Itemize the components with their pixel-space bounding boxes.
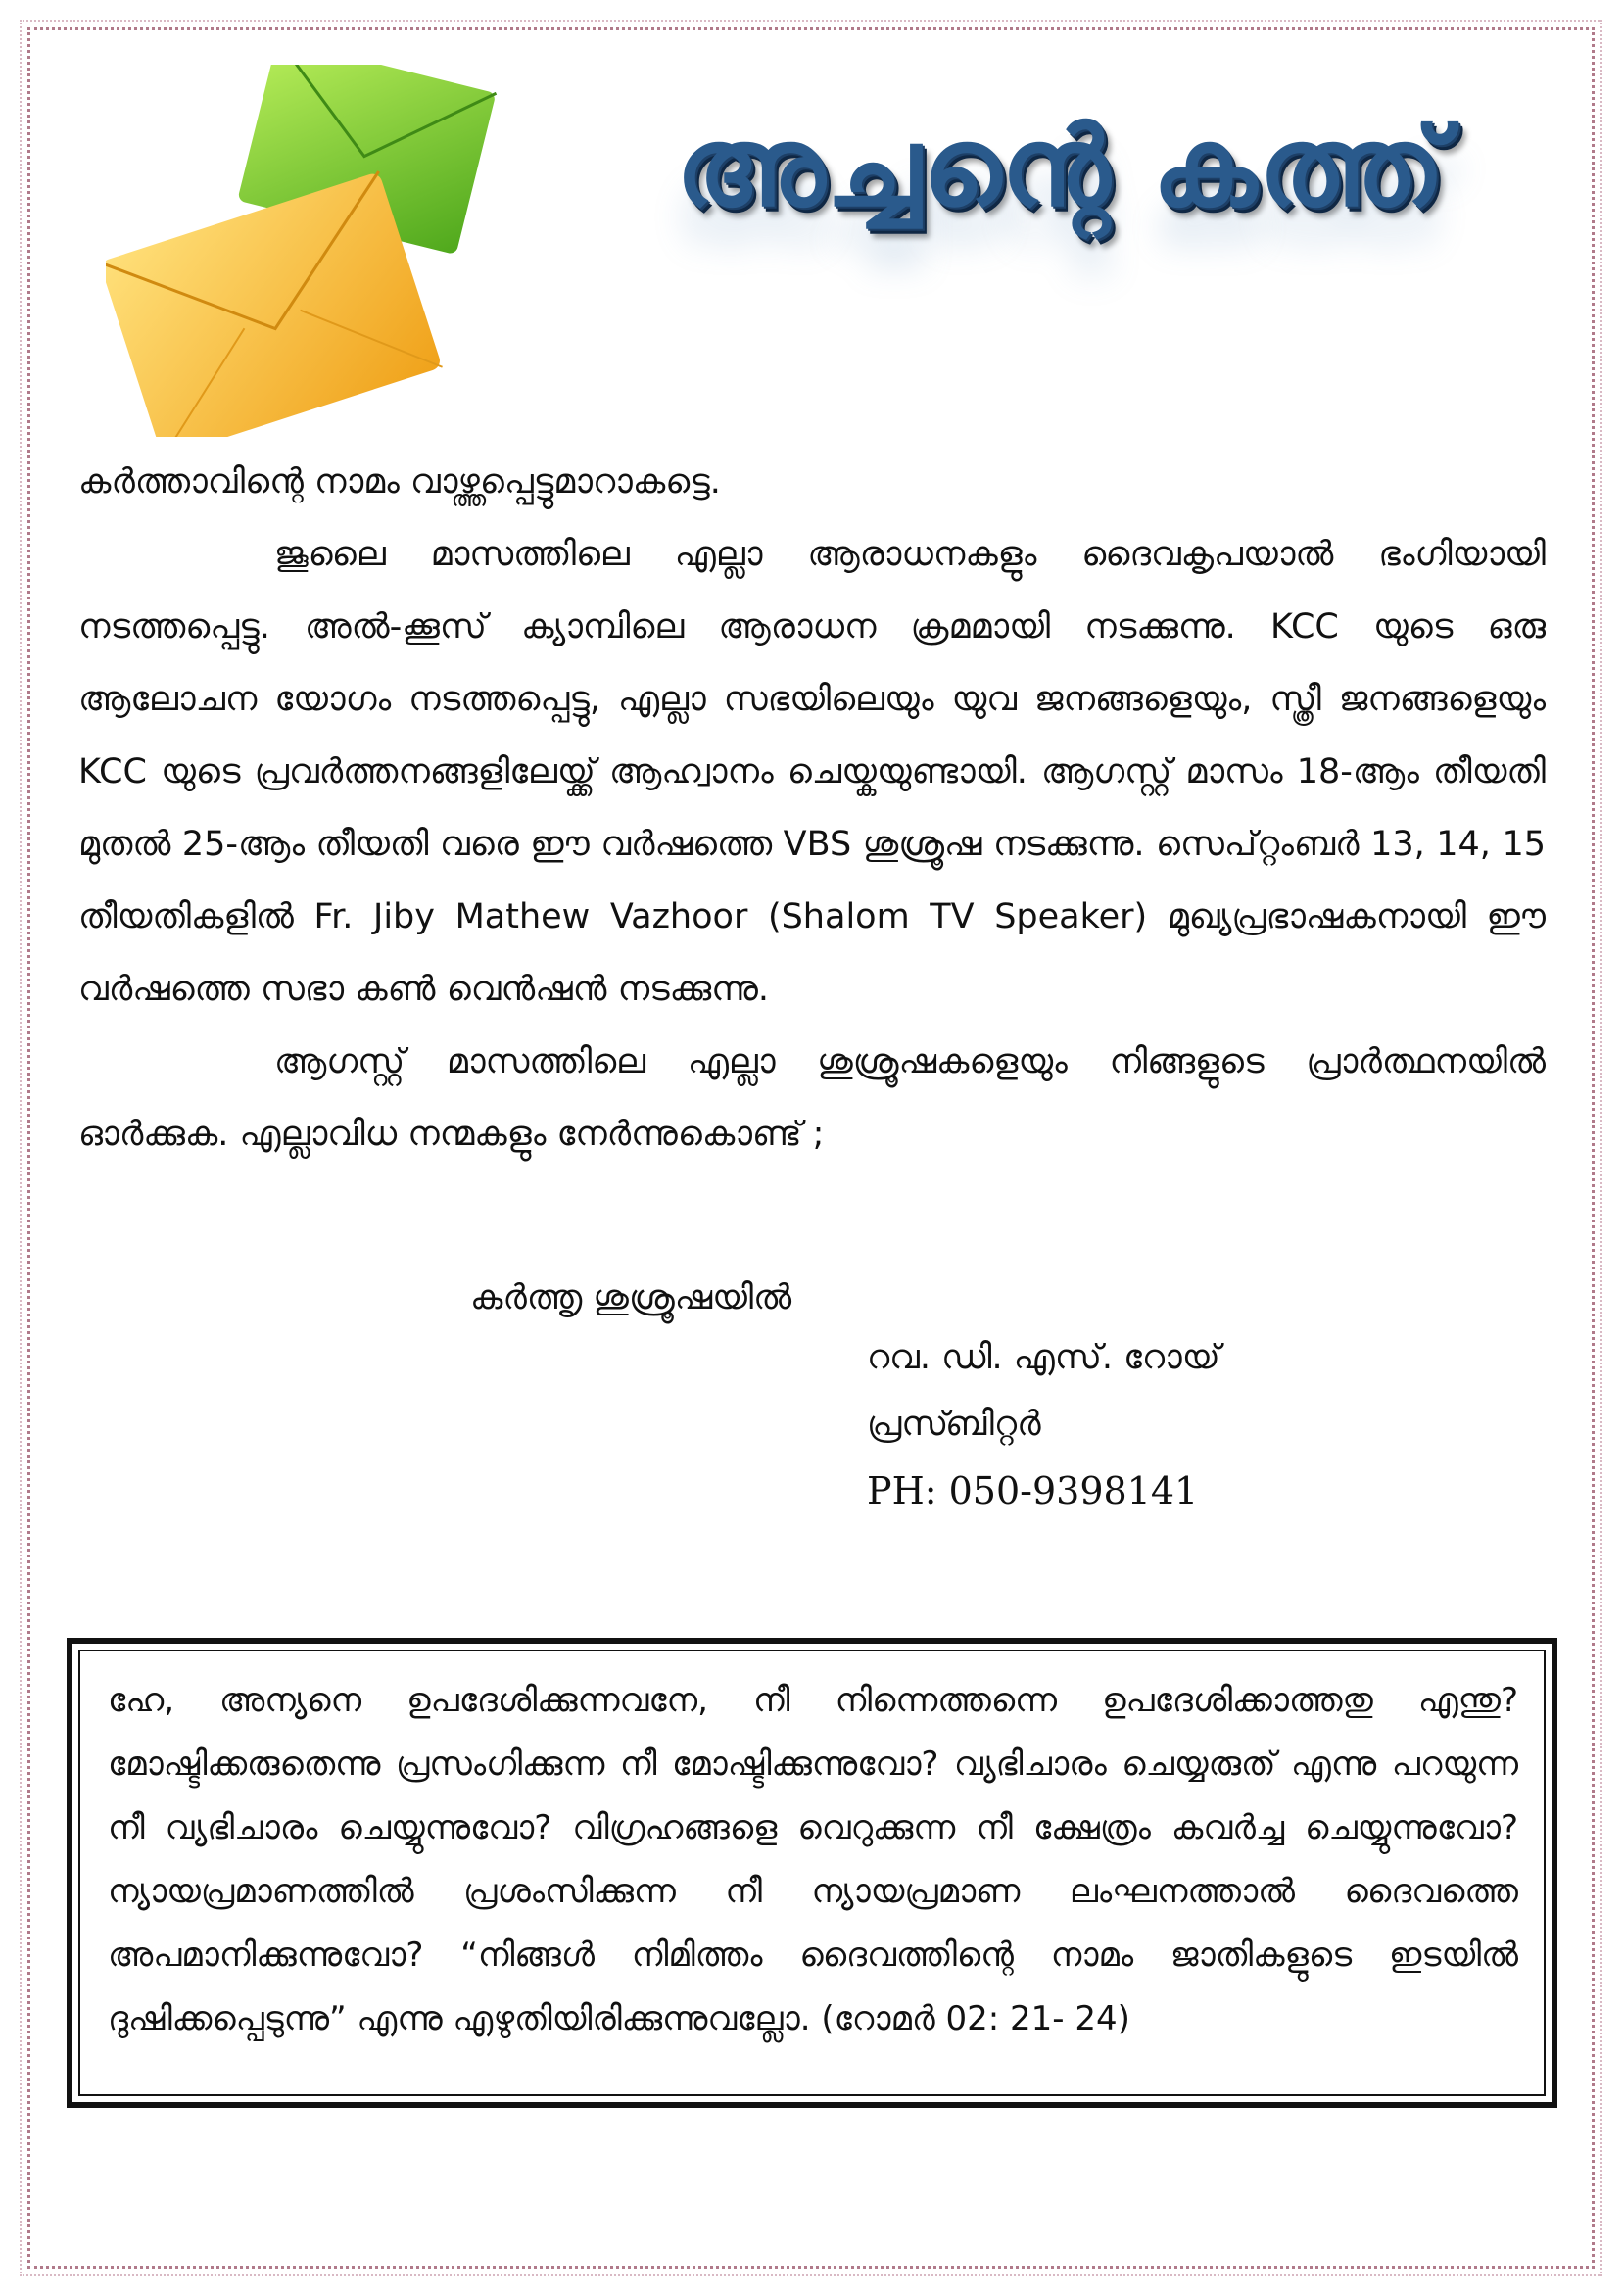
signer-title: പ്രസ്ബിറ്റർ xyxy=(867,1405,1041,1444)
verse-box xyxy=(67,1638,1557,2108)
letter-greeting: കർത്താവിന്റെ നാമം വാഴ്ത്തപ്പെട്ടുമാറാകട്ടെ. xyxy=(78,462,721,502)
page-title: അച്ചന്റെ കത്ത് xyxy=(676,104,1448,231)
letter-signoff: കർത്തൃ ശുശ്രൂഷയിൽ xyxy=(470,1278,792,1317)
verse-text: ഹേ, അന്യനെ ഉപദേശിക്കുന്നവനേ, നീ നിന്നെത്തന്നെ ഉപദേശിക്കാത്തതു എന്തു? മോഷ്ടിക്കരുതെന്നു പ്രസംഗിക്കുന്ന നീ മോഷ്ടിക്കുന്നുവോ? വ്യഭിചാരം ചെയ്യരുത് എന്നു പറയുന്ന നീ വ്യഭിചാരം ചെയ്യുന്നുവോ? വിഗ്രഹങ്ങളെ വെറുക്കുന്ന നീ ക്ഷേത്രം കവർച്ച ചെയ്യുന്നുവോ? ന്യായപ്രമാണത്തിൽ പ്രശംസിക്കുന്ന നീ ന്യായപ്രമാണ ലംഘനത്താൽ ദൈവത്തെ അപമാനിക്കുന്നുവോ? “നിങ്ങൾ നിമിത്തം ദൈവത്തിന്റെ നാമം ജാതികളുടെ ഇടയിൽ ദുഷിക്കപ്പെടുന്നു” എന്നു എഴുതിയിരിക്കുന്നുവല്ലോ. (റോമർ 02: 21- 24) xyxy=(108,1681,1518,2038)
envelope-icon xyxy=(106,65,498,437)
letter-body xyxy=(78,446,1546,1171)
letter-paragraph-1: ജൂലൈ മാസത്തിലെ എല്ലാ ആരാധനകളും ദൈവകൃപയാൽ ഭംഗിയായി നടത്തപ്പെട്ടു. അൽ-ക്കൂസ് ക്യാമ്പിലെ ആരാധന ക്രമമായി നടക്കുന്നു. KCC യുടെ ഒരു ആലോചന യോഗം നടത്തപ്പെട്ടു, എല്ലാ സഭയിലെയും യുവ ജനങ്ങളെയും, സ്ത്രീ ജനങ്ങളെയും KCC യുടെ പ്രവർത്തനങ്ങളിലേയ്ക്ക് ആഹ്വാനം ചെയ്കയുണ്ടായി. ആഗസ്റ്റ് മാസം 18-ആം തീയതി മുതൽ 25-ആം തീയതി വരെ ഈ വർഷത്തെ VBS ശുശ്രൂഷ നടക്കുന്നു. സെപ്റ്റംബർ 13, 14, 15 തീയതികളിൽ Fr. Jiby Mathew Vazhoor (Shalom TV Speaker) മുഖ്യപ്രഭാഷകനായി ഈ വർഷത്തെ സഭാ കൺ വെൻഷൻ നടക്കുന്നു. xyxy=(78,535,1546,1009)
letter-paragraph-2: ആഗസ്റ്റ് മാസത്തിലെ എല്ലാ ശുശ്രൂഷകളെയും നിങ്ങളുടെ പ്രാർത്ഥനയിൽ ഓർക്കുക. എല്ലാവിധ നന്മകളും നേർന്നുകൊണ്ട് ; xyxy=(78,1042,1546,1154)
signer-name: റവ. ഡി. എസ്. റോയ് xyxy=(867,1338,1220,1377)
signer-phone: PH: 050-9398141 xyxy=(867,1469,1199,1512)
signer-block xyxy=(867,1324,1220,1524)
